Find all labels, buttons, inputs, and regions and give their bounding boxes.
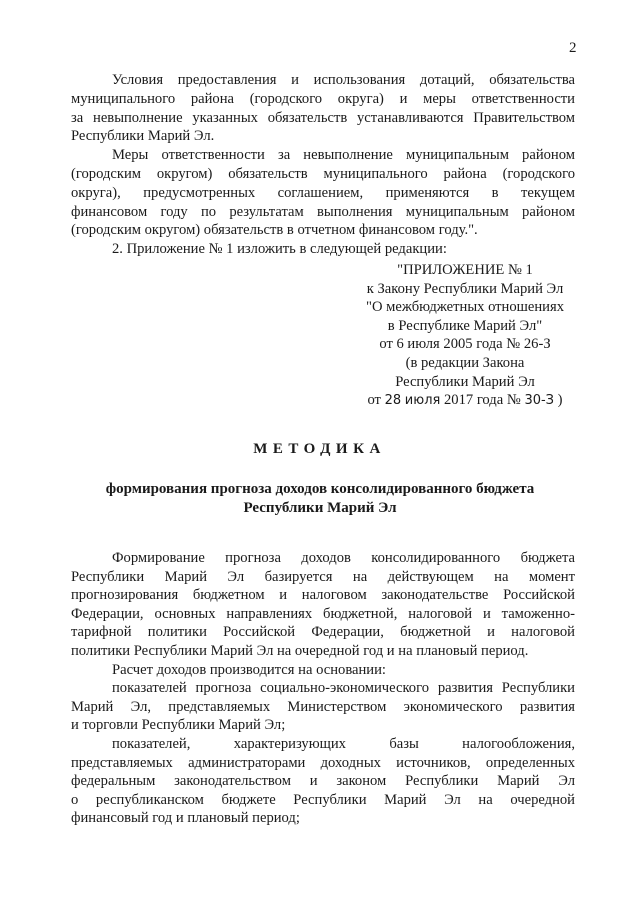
text-line: тарифной политики Российской Федерации, бюджетной и налоговой xyxy=(71,624,575,641)
paragraph-tax-base-indicators xyxy=(71,735,575,828)
text-line: Условия предоставления и использования дотаций, обязательства xyxy=(112,72,575,88)
text-line: показателей прогноза социально-экономического развития Республики xyxy=(112,680,575,697)
handwritten-number: 30-З xyxy=(524,393,555,409)
methodology-body xyxy=(71,549,575,828)
paragraph-dotations-conditions xyxy=(71,71,575,146)
text-line: политики Республики Марий Эл на очередной год и на плановый период. xyxy=(71,642,529,659)
text-line: Меры ответственности за невыполнение муниципальным районом xyxy=(112,147,575,164)
date-suffix: ) xyxy=(554,392,563,409)
text-line: и торговли Республики Марий Эл; xyxy=(71,717,286,734)
text-line: Марий Эл, представляемых Министерством экономического развития xyxy=(71,698,575,715)
text-line: за невыполнение указанных обязательств устанавливаются Правительством xyxy=(71,109,575,126)
appendix-line: "ПРИЛОЖЕНИЕ № 1 xyxy=(397,262,533,278)
paragraph-responsibility-measures xyxy=(71,146,575,240)
page-number: 2 xyxy=(569,40,577,56)
paragraph-calculation-basis xyxy=(71,661,575,680)
text-line: финансовом году по результатам выполнения муниципальным районом xyxy=(71,203,575,220)
date-middle: 2017 года № xyxy=(440,392,525,409)
handwritten-month: июля xyxy=(404,393,441,409)
text-line: Формирование прогноза доходов консолидированного бюджета xyxy=(112,550,575,566)
text-line: о республиканском бюджете Республики Марий Эл на очередной xyxy=(71,791,575,808)
paragraph-forecast-basis xyxy=(71,549,575,661)
text-line: финансовый год и плановый период; xyxy=(71,810,300,827)
appendix-line-date xyxy=(350,391,580,411)
text-line: Расчет доходов производится на основании: xyxy=(112,661,386,678)
text-line: прогнозирования бюджетном и налоговом законодательстве Российской xyxy=(71,587,575,604)
subtitle-line: формирования прогноза доходов консолидированного бюджета xyxy=(105,481,535,497)
paragraph-forecast-indicators xyxy=(71,679,575,735)
text-line: Федерации, основных направлениях бюджетной, налоговой и таможенно- xyxy=(71,605,575,622)
text-line: (городским округом) обязательств муниципального района (городского xyxy=(71,165,575,182)
text-line: представляемых администраторами доходных источников, определенных xyxy=(71,754,575,771)
text-line: округа), предусмотренных соглашением, применяются в текущем xyxy=(71,184,575,201)
paragraph-amendment-2 xyxy=(71,240,575,259)
appendix-line: "О межбюджетных отношениях xyxy=(366,299,564,316)
date-prefix: от xyxy=(367,392,385,409)
appendix-line: (в редакции Закона xyxy=(405,354,525,371)
appendix-line: в Республике Марий Эл" xyxy=(387,317,543,334)
appendix-header xyxy=(350,261,580,411)
text-line: 2. Приложение № 1 изложить в следующей редакции: xyxy=(112,241,447,258)
text-line: муниципального района (городского округа) и меры ответственности xyxy=(71,90,575,107)
text-line: федеральным законодательством и законом Республики Марий Эл xyxy=(71,773,575,790)
text-line: Республики Марий Эл. xyxy=(71,128,215,145)
text-line: Республики Марий Эл базируется на действующем на момент xyxy=(71,568,575,585)
appendix-line: Республики Марий Эл xyxy=(395,373,535,390)
appendix-line: от 6 июля 2005 года № 26-З xyxy=(379,336,551,353)
text-line: (городским округом) обязательств в отчетном финансовом году.". xyxy=(71,222,478,239)
document-subtitle xyxy=(60,480,580,518)
document-title: МЕТОДИКА xyxy=(253,441,386,457)
intro-section xyxy=(71,71,575,259)
subtitle-line: Республики Марий Эл xyxy=(243,500,397,516)
appendix-line: к Закону Республики Марий Эл xyxy=(366,280,564,297)
text-line: показателей, характеризующих базы налогообложения, xyxy=(112,735,575,752)
handwritten-day: 28 xyxy=(384,393,402,409)
